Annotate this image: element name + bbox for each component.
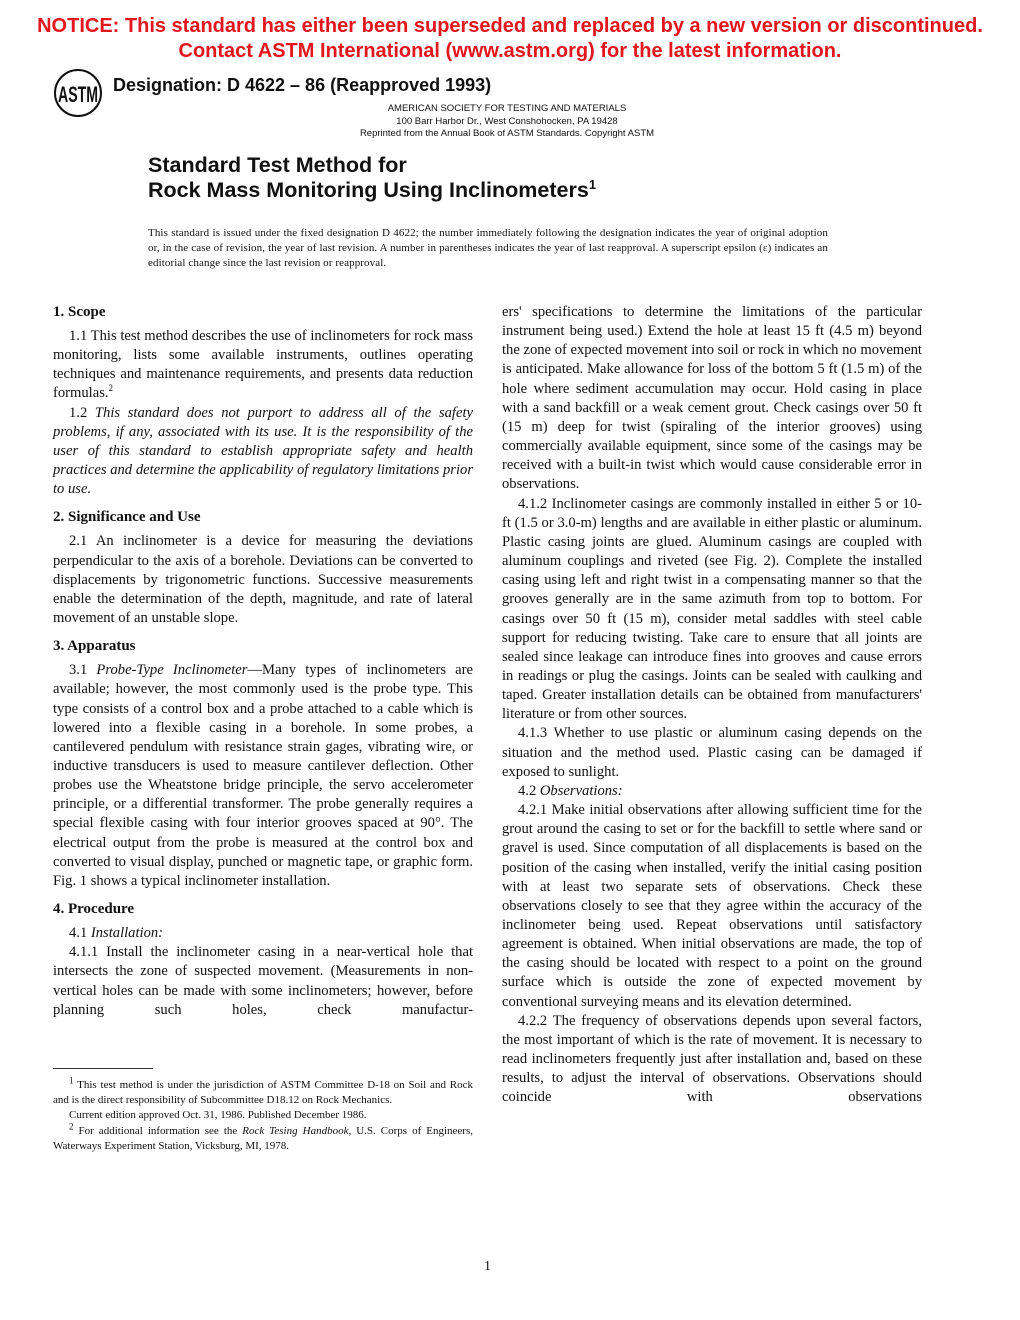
paragraph-2-1: 2.1 An inclinometer is a device for measuring the deviations perpendicular to the axis of a borehole. Deviations can be converted to displacements by trigonometric functions. Successive measurements enable the determination of the depth, magnitude, and rate of lateral movement of an unstable slope. — [53, 533, 473, 627]
footnote-book-title: Rock Tesing Handbook — [242, 1124, 349, 1137]
paragraph-subtitle: Probe-Type Inclinometer — [96, 662, 248, 679]
paragraph-4-2 — [502, 782, 922, 801]
footnote-2 — [53, 1120, 473, 1154]
section-heading-procedure: 4. Procedure — [53, 901, 135, 918]
footnote-1-edition: Current edition approved Oct. 31, 1986. Published December 1986. — [69, 1109, 367, 1122]
supersession-notice — [0, 14, 1020, 63]
paragraph-subtitle: Installation: — [90, 925, 164, 942]
astm-logo-icon — [52, 68, 104, 118]
paragraph-4-1-2: 4.1.2 Inclinometer casings are commonly installed in either 5 or 10-ft (1.5 or 3.0-m) lengths and are available in either plastic or aluminum. Plastic casing joints are glued. Aluminum casings are coupled with aluminum couplings and riveted (see Fig. 2). Complete the installed casing using left and right twist in a compensating manner so that the grooves generally are in the same azimuth from top to bottom. For casings over 50 ft (15 m), consider metal saddles with steel cable support for reducing twisting. Take care to ensure that all joints are sealed since leakage can introduce fines into grooves and cause errors in readings or plug the casings. Joints can be sealed with caulking and taped. Greater installation details can be obtained from manufacturers' literature or from other sources. — [502, 495, 922, 723]
society-name: AMERICAN SOCIETY FOR TESTING AND MATERIALS — [387, 103, 627, 114]
paragraph-number: 4.1 — [69, 925, 91, 942]
designation: Designation: D 4622 – 86 (Reapproved 1993) — [113, 75, 492, 95]
footnote-marker: 2 — [69, 1120, 74, 1131]
right-column — [502, 303, 922, 1108]
section-heading-scope: 1. Scope — [53, 304, 106, 320]
svg-text:ASTM: ASTM — [58, 82, 98, 107]
title-text: Rock Mass Monitoring Using Inclinometers — [148, 178, 589, 202]
notice-line-1: NOTICE: This standard has either been superseded and replaced by a new version or discontinued. — [37, 15, 983, 37]
page-number: 1 — [484, 1259, 491, 1274]
paragraph-text: This standard does not purport to address all of the safety problems, if any, associated with its use. It is the responsibility of the user of this standard to establish appropriate safety and health practices and determine the applicability of regulatory limitations prior to use. — [53, 404, 473, 498]
footnotes — [53, 1075, 473, 1154]
paragraph-number: 3.1 — [69, 662, 97, 679]
document-title — [148, 153, 596, 203]
paragraph-3-1 — [53, 661, 473, 891]
footnote-text: , U.S. Corps of Engineers, Waterways Experiment Station, Vicksburg, MI, 1978. — [53, 1124, 473, 1152]
paragraph-text: 1.1 This test method describes the use of inclinometers for rock mass monitoring, lists some available instruments, outlines operating techniques and maintenance requirements, and presents data reduction formulas. — [53, 328, 473, 402]
paragraph-text: —Many types of inclinometers are available; however, the most commonly used is the probe type. This type consists of a control box and a probe attached to a cable which is lowered into a flexible casing in a borehole. In some probes, a cantilevered pendulum with resistance strain gages, vibrating wire, or inductive transducers is used to measure cantilever deflection. Other probes use the Wheatstone bridge principle, the servo accelerometer principle, or a differential transformer. The probe generally requires a special flexible casing with four interior grooves spaced at 90°. The electrical output from the probe is measured at the control box and converted to visual display, punched or magnetic tape, or graphic form. Fig. 1 shows a typical inclinometer installation. — [53, 662, 473, 889]
paragraph-4-2-1: 4.2.1 Make initial observations after allowing sufficient time for the grout around the casing to set or for the backfill to settle where sand or gravel is used. Since computation of all displacements is based on the position of the casing when installed, verify the initial casing position with at least two separate sets of observations. Check these observations closely to see that they agree within the accuracy of the inclinometer being used. Repeat observations until satisfactory agreement is obtained. When initial observations are made, the top of the casing should be located with respect to a point on the ground surface which is outside the zone of expected movement by conventional surveying means and its elevation determined. — [502, 802, 922, 1010]
paragraph-number: 1.2 — [69, 404, 95, 421]
issuance-note: This standard is issued under the fixed designation D 4622; the number immediately following the designation indicates the year of original adoption or, in the case of revision, the year of last revision. A number in parentheses indicates the year of last reapproval. A superscript epsilon (ε) indicates an editorial change since the last revision or reapproval. — [148, 227, 828, 270]
title-line-2 — [148, 178, 596, 203]
section-heading-significance: 2. Significance and Use — [53, 509, 201, 526]
reprint-note: Reprinted from the Annual Book of ASTM Standards. Copyright ASTM — [359, 128, 655, 139]
footnote-1 — [53, 1075, 473, 1108]
paragraph-1-2 — [53, 404, 473, 500]
paragraph-4-1 — [53, 924, 473, 943]
paragraph-4-1-1: 4.1.1 Install the inclinometer casing in a near-vertical hole that intersects the zone of suspected movement. (Measurements in non-vertical holes can be made with some inclinometers; however, before planning such holes, check manufactur- — [53, 944, 473, 1018]
paragraph-number: 4.2 — [518, 782, 540, 799]
notice-line-2: Contact ASTM International (www.astm.org) for the latest information. — [178, 39, 842, 62]
section-heading-apparatus: 3. Apparatus — [53, 638, 136, 655]
footnote-ref: 2 — [108, 383, 114, 394]
society-address: 100 Barr Harbor Dr., West Conshohocken, PA 19428 — [396, 115, 618, 127]
footnote-text: For additional information see the — [73, 1124, 243, 1137]
paragraph-4-1-3: 4.1.3 Whether to use plastic or aluminum casing depends on the situation and the method used. Plastic casing can be damaged if exposed to sunlight. — [502, 725, 922, 780]
title-line-1: Standard Test Method for — [148, 153, 407, 177]
footnote-marker: 1 — [69, 1075, 74, 1086]
paragraph-4-2-2: 4.2.2 The frequency of observations depends upon several factors, the most important of which is the rate of movement. It is necessary to read inclinometers frequently just after installation and, based on these results, to adjust the interval of observations. Observations should coincide with observations — [502, 1012, 922, 1106]
footnote-text: This test method is under the jurisdiction of ASTM Committee D-18 on Soil and Rock and is the direct responsibility of Subcommittee D18.12 on Rock Mechanics. — [53, 1079, 473, 1107]
publisher-info — [340, 103, 674, 141]
footnote-divider — [53, 1068, 153, 1069]
paragraph-4-1-1-continued: ers' specifications to determine the limitations of the particular instrument being used.) Extend the hole at least 15 ft (4.5 m) beyond the zone of expected movement into soil or rock in which no movement is anticipated. Make allowance for loss of the bottom 5 ft (1.5 m) of the hole where sediment accumulation may occur. Hold casing in place with a sand backfill or a weak cement grout. Check casings over 50 ft (15 m) deep for twist (spiraling of the interior grooves) using commercially available equipment, since some of the casings may be received with a built-in twist which would cause considerable error in observations. — [502, 304, 922, 493]
paragraph-subtitle: Observations: — [539, 782, 623, 799]
footnote-ref: 1 — [588, 176, 597, 192]
paragraph-1-1 — [53, 327, 473, 404]
left-column — [53, 303, 473, 1020]
